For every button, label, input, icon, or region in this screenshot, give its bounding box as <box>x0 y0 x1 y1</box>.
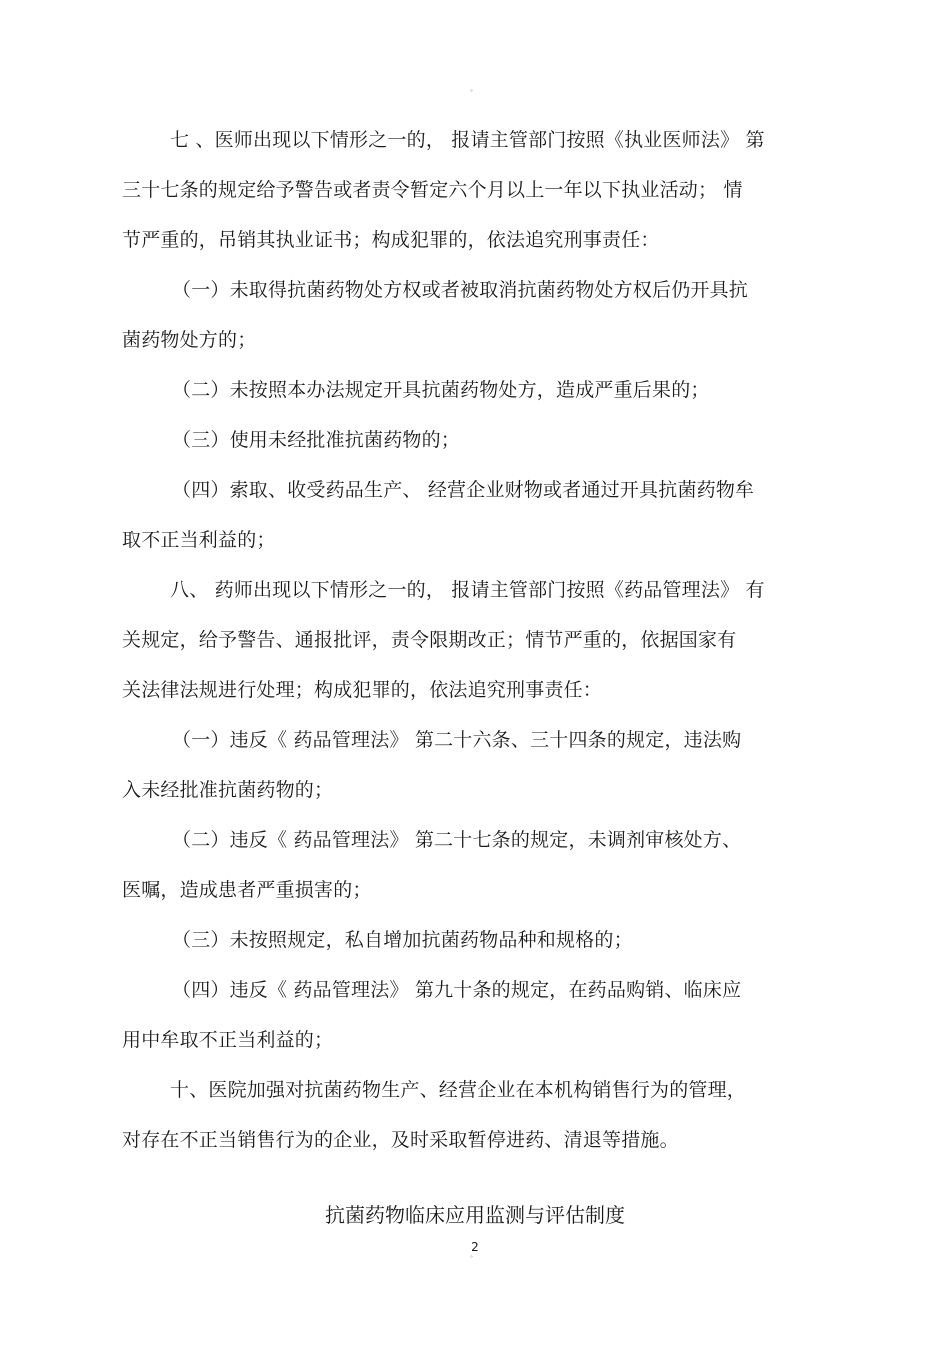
text-line: 关法律法规进行处理；构成犯罪的，依法追究刑事责任： <box>122 679 603 701</box>
text-line: 菌药物处方的； <box>122 329 257 351</box>
text-line: （四）索取、收受药品生产、 经营企业财物或者通过开具抗菌药物牟 <box>172 479 755 501</box>
text-line: （二）违反《 药品管理法》 第二十七条的规定，未调剂审核处方、 <box>172 829 742 851</box>
text-line: （一）未取得抗菌药物处方权或者被取消抗菌药物处方权后仍开具抗 <box>172 279 749 301</box>
text-line: （二）未按照本办法规定开具抗菌药物处方，造成严重后果的； <box>172 379 710 401</box>
text-line: 节严重的，吊销其执业证书；构成犯罪的，依法追究刑事责任： <box>122 229 660 251</box>
text-line: （四）违反《 药品管理法》 第九十条的规定，在药品购销、临床应 <box>172 979 742 1001</box>
text-line: （三）未按照规定，私自增加抗菌药物品种和规格的； <box>172 929 633 951</box>
text-line: 关规定，给予警告、通报批评，责令限期改正；情节严重的，依据国家有 <box>122 629 737 651</box>
text-line: 对存在不正当销售行为的企业，及时采取暂停进药、清退等措施。 <box>122 1129 679 1151</box>
text-line: （三）使用未经批准抗菌药物的； <box>172 429 461 451</box>
text-line: 取不正当利益的； <box>122 529 276 551</box>
text-line: （一）违反《 药品管理法》 第二十六条、三十四条的规定，违法购 <box>172 729 742 751</box>
text-line: 十、医院加强对抗菌药物生产、经营企业在本机构销售行为的管理， <box>170 1079 747 1101</box>
text-line: 医嘱，造成患者严重损害的； <box>122 879 372 901</box>
text-line: 入未经批准抗菌药物的； <box>122 779 334 801</box>
text-line: 七 、医师出现以下情形之一的， 报请主管部门按照《执业医师法》 第 <box>170 129 765 151</box>
header-mark: ° <box>470 89 473 96</box>
text-line: 三十七条的规定给予警告或者责令暂定六个月以上一年以下执业活动； 情 <box>122 179 743 201</box>
text-line: 八、 药师出现以下情形之一的， 报请主管部门按照《药品管理法》 有 <box>170 579 765 601</box>
text-line: 用中牟取不正当利益的； <box>122 1029 334 1051</box>
section-title: 抗菌药物临床应用监测与评估制度 <box>325 1203 625 1227</box>
footer-mark: ° <box>470 1255 473 1262</box>
page-number: 2 <box>471 1240 479 1254</box>
